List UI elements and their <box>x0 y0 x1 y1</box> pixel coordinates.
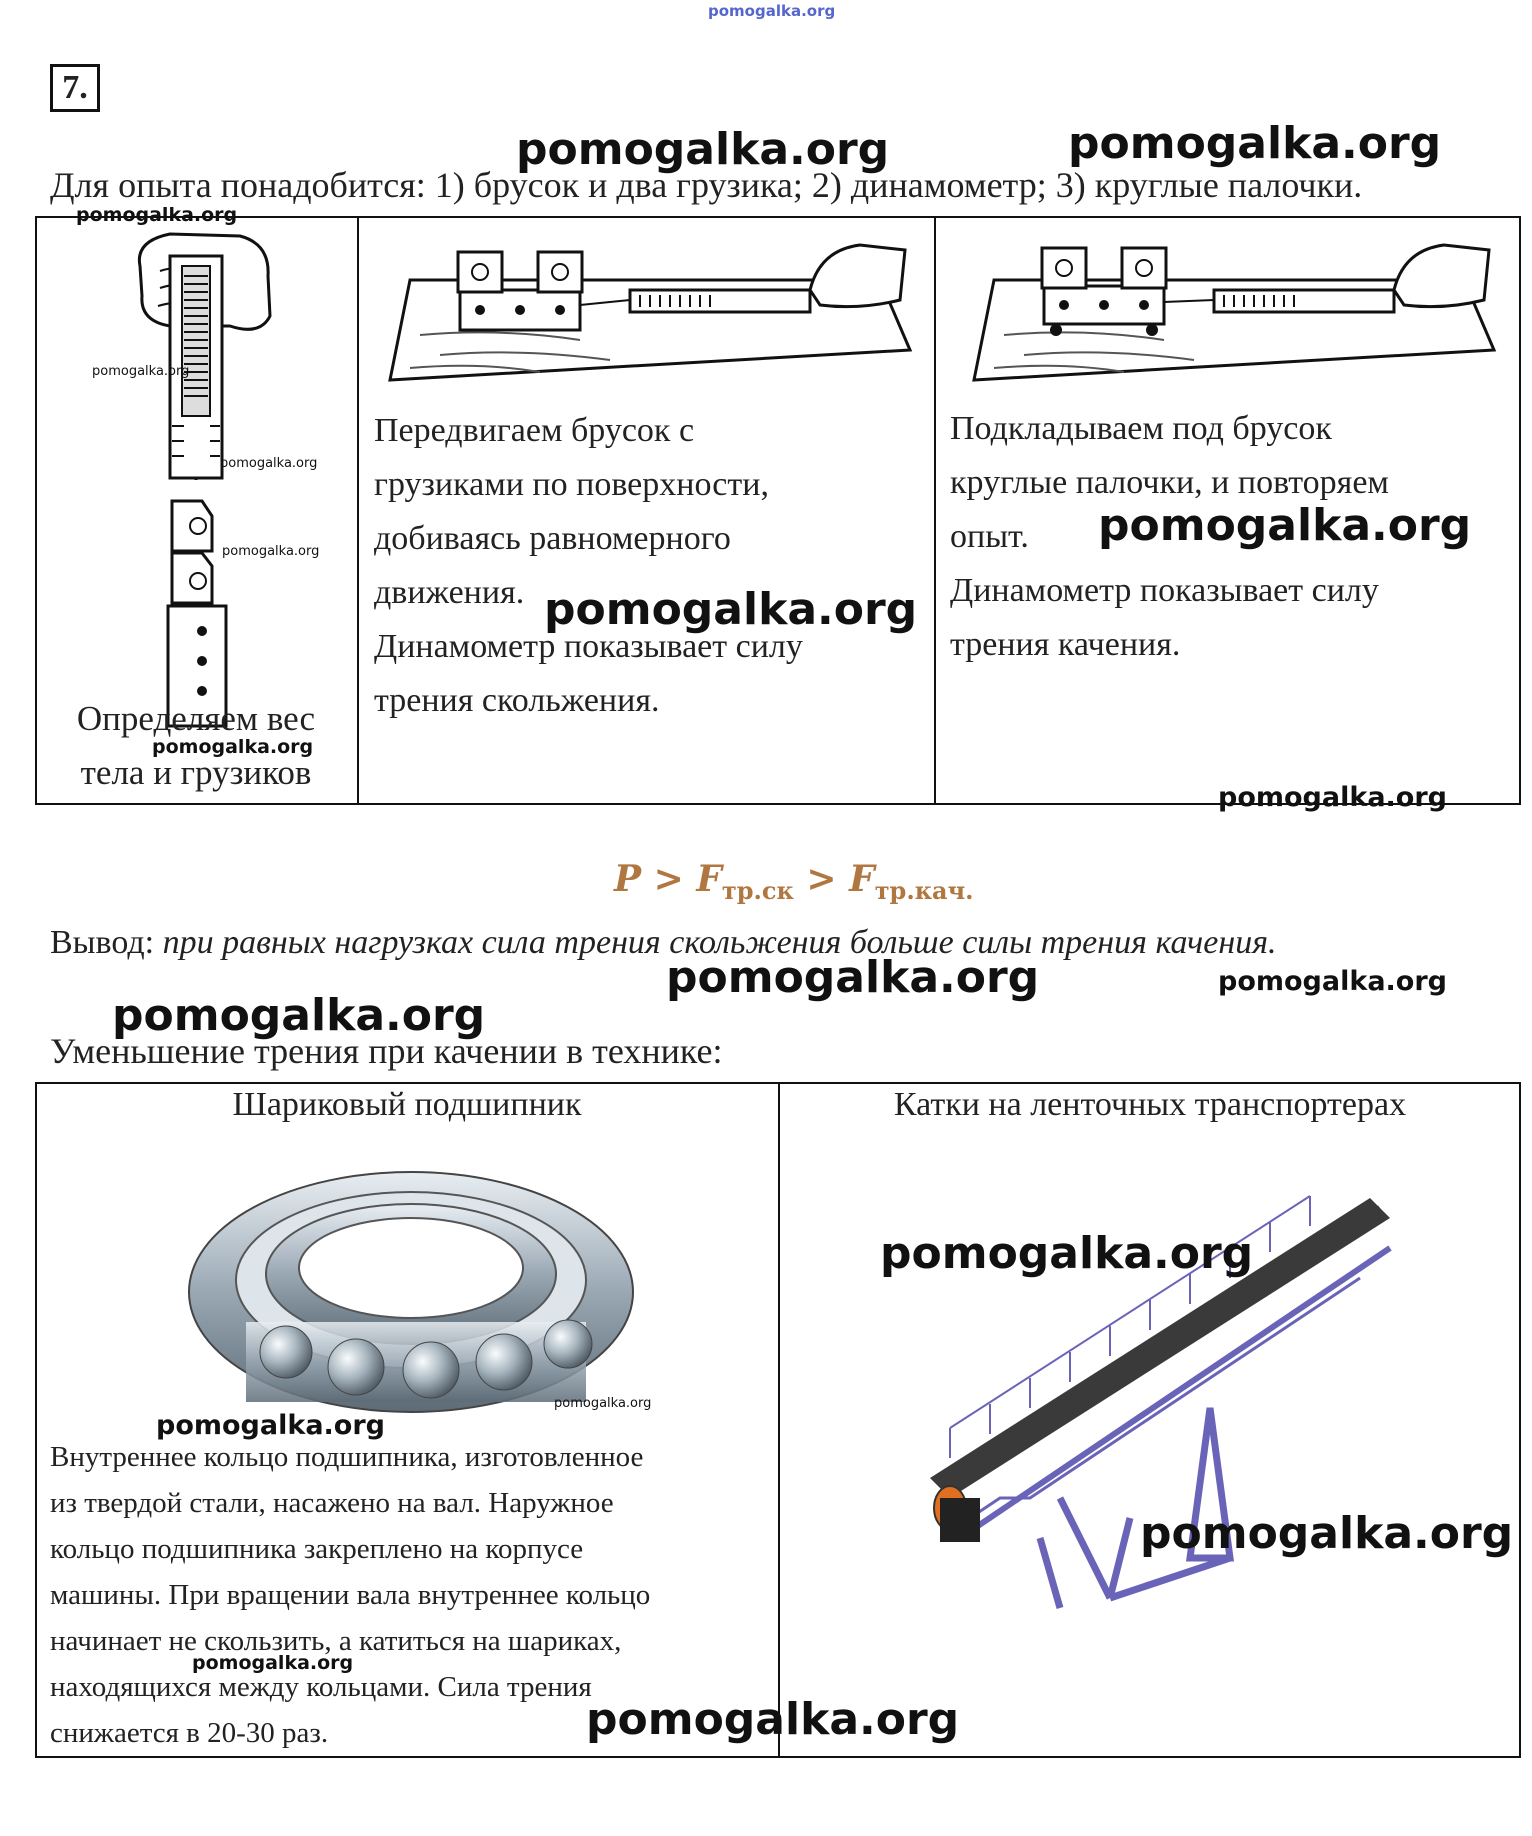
formula-p: P <box>614 858 642 900</box>
bearing-title: Шариковый подшипник <box>232 1086 582 1123</box>
bearing-text-line: из твердой стали, насажено на вал. Наружное <box>50 1487 614 1519</box>
bearing-text-line: начинает не скользить, а катиться на шариках, <box>50 1625 622 1657</box>
top-watermark: pomogalka.org <box>708 2 836 20</box>
technique-heading: Уменьшение трения при качении в технике: <box>50 1031 723 1071</box>
watermark: pomogalka.org <box>222 544 320 559</box>
watermark: pomogalka.org <box>880 1228 1254 1279</box>
col1-caption-line1: Определяем вес <box>76 699 316 738</box>
watermark: pomogalka.org <box>1218 966 1447 997</box>
formula-f: F <box>849 858 875 900</box>
col3-line: Динамометр показывает силу <box>950 572 1379 609</box>
watermark: pomogalka.org <box>1218 782 1447 813</box>
watermark: pomogalka.org <box>220 456 318 471</box>
watermark: pomogalka.org <box>1140 1508 1514 1559</box>
table-divider <box>357 216 359 805</box>
col2-line: Динамометр показывает силу <box>374 628 803 665</box>
intro-text: Для опыта понадобится: 1) брусок и два грузика; 2) динамометр; 3) круглые палочки. <box>50 165 1363 205</box>
watermark: pomogalka.org <box>192 1652 354 1674</box>
watermark: pomogalka.org <box>1068 118 1442 169</box>
watermark: pomogalka.org <box>1098 500 1472 551</box>
watermark: pomogalka.org <box>666 952 1040 1003</box>
watermark: pomogalka.org <box>554 1396 652 1411</box>
col2-line: грузиками по поверхности, <box>374 466 769 503</box>
watermark: pomogalka.org <box>112 990 486 1041</box>
watermark: pomogalka.org <box>76 204 238 226</box>
formula-sub-rolling: тр.кач. <box>874 876 974 906</box>
col3-line: трения качения. <box>950 626 1181 663</box>
col2-line: трения скольжения. <box>374 682 660 719</box>
table-divider <box>934 216 936 805</box>
bearing-text-line: Внутреннее кольцо подшипника, изготовленное <box>50 1441 644 1473</box>
conclusion-text: при равных нагрузках сила трения скольжения больше силы трения качения. <box>162 924 1277 961</box>
col1-caption-line2: тела и грузиков <box>80 753 312 792</box>
watermark: pomogalka.org <box>152 736 314 758</box>
formula-sub-sliding: тр.ск <box>721 876 794 906</box>
bearing-text-line: находящихся между кольцами. Сила трения <box>50 1671 592 1703</box>
rolling-friction-illustration <box>964 240 1494 390</box>
watermark: pomogalka.org <box>586 1694 960 1745</box>
bearing-text-line: снижается в 20-30 раз. <box>50 1717 329 1749</box>
watermark: pomogalka.org <box>516 124 890 175</box>
col3-line: Подкладываем под брусок <box>950 410 1332 447</box>
col2-line: Передвигаем брусок с <box>374 412 695 449</box>
formula-gt: > <box>653 858 684 900</box>
conveyor-title: Катки на ленточных транспортерах <box>893 1086 1407 1123</box>
bearing-text-line: кольцо подшипника закреплено на корпусе <box>50 1533 584 1565</box>
col2-line: добиваясь равномерного <box>374 520 731 557</box>
col3-line: опыт. <box>950 518 1029 555</box>
watermark: pomogalka.org <box>156 1410 385 1441</box>
sliding-friction-illustration <box>380 240 910 390</box>
task-number: 7. <box>50 64 100 112</box>
table-divider <box>778 1082 780 1758</box>
conclusion <box>50 924 1277 962</box>
formula-f: F <box>696 858 722 900</box>
watermark: pomogalka.org <box>544 584 918 635</box>
formula-gt: > <box>806 858 837 900</box>
bearing-text-line: машины. При вращении вала внутреннее кольцо <box>50 1579 651 1611</box>
friction-formula <box>614 858 974 905</box>
watermark: pomogalka.org <box>92 364 190 379</box>
col2-line: движения. <box>374 574 525 611</box>
ball-bearing-image <box>186 1162 646 1422</box>
conclusion-label: Вывод: <box>50 924 155 961</box>
col3-line: круглые палочки, и повторяем <box>950 464 1389 501</box>
